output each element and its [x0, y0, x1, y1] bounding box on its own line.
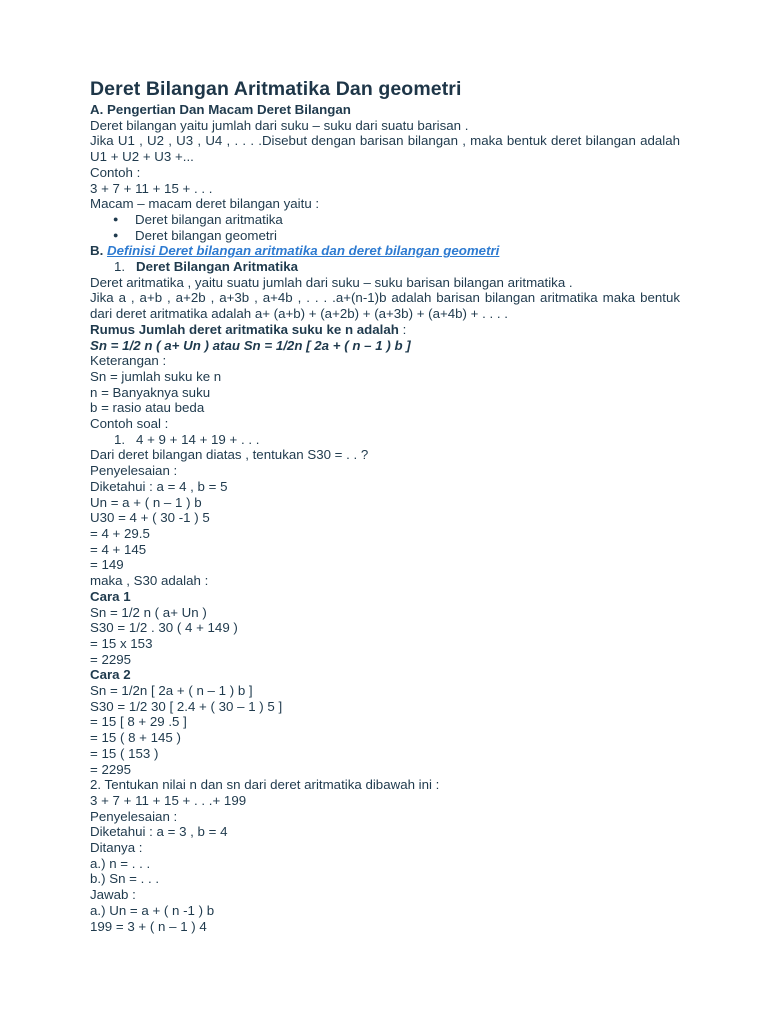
item-number: 1. — [114, 259, 126, 275]
paragraph: a.) Un = a + ( n -1 ) b — [90, 902, 215, 918]
paragraph: Jawab : — [90, 887, 136, 903]
list-item — [90, 228, 680, 244]
list-item-label: Deret bilangan geometri — [135, 227, 277, 243]
paragraph: Sn = 1/2n [ 2a + ( n – 1 ) b ] — [90, 683, 253, 699]
section-b-prefix: B. — [90, 243, 104, 259]
paragraph: Diketahui : a = 4 , b = 5 — [90, 478, 228, 494]
paragraph: Ditanya : — [90, 840, 143, 856]
paragraph: 3 + 7 + 11 + 15 + . . .+ 199 — [90, 792, 247, 808]
paragraph: Sn = jumlah suku ke n — [90, 368, 222, 384]
item-number: 1. — [114, 431, 126, 447]
paragraph: 3 + 7 + 11 + 15 + . . . — [90, 180, 213, 196]
paragraph: = 15 [ 8 + 29 .5 ] — [90, 714, 187, 730]
section-a-heading: A. Pengertian Dan Macam Deret Bilangan — [90, 102, 351, 117]
paragraph: U30 = 4 + ( 30 -1 ) 5 — [90, 510, 210, 526]
numbered-item — [90, 432, 680, 448]
cara-2-heading: Cara 2 — [90, 667, 131, 683]
section-b-heading — [90, 243, 680, 259]
paragraph: Contoh soal : — [90, 416, 169, 432]
paragraph: a.) n = . . . — [90, 855, 151, 871]
paragraph: Contoh : — [90, 164, 141, 180]
paragraph: = 15 ( 8 + 145 ) — [90, 730, 181, 746]
paragraph: = 15 x 153 — [90, 635, 153, 651]
paragraph: 2. Tentukan nilai n dan sn dari deret aritmatika dibawah ini : — [90, 777, 440, 793]
paragraph: = 149 — [90, 557, 124, 573]
cara-1-heading: Cara 1 — [90, 588, 131, 604]
paragraph: Deret aritmatika , yaitu suatu jumlah dari suku – suku barisan bilangan aritmatika . — [90, 274, 573, 290]
list-item — [90, 212, 680, 228]
paragraph: Macam – macam deret bilangan yaitu : — [90, 196, 320, 212]
item-label: Deret Bilangan Aritmatika — [136, 259, 299, 275]
paragraph: n = Banyaknya suku — [90, 384, 211, 400]
paragraph: Keterangan : — [90, 353, 167, 369]
paragraph: b = rasio atau beda — [90, 400, 205, 416]
bullet-icon: ● — [113, 229, 119, 240]
paragraph: S30 = 1/2 . 30 ( 4 + 149 ) — [90, 620, 238, 636]
paragraph: Jika U1 , U2 , U3 , U4 , . . . .Disebut dengan barisan bilangan , maka bentuk deret bilangan adalah U1 + U2 + U3 +... — [90, 133, 680, 165]
paragraph: Deret bilangan yaitu jumlah dari suku – suku dari suatu barisan . — [90, 117, 469, 133]
bullet-icon: ● — [113, 213, 119, 224]
numbered-item — [90, 259, 680, 275]
paragraph: Penyelesaian : — [90, 808, 178, 824]
rumus-label: Rumus Jumlah deret aritmatika suku ke n adalah — [90, 321, 399, 337]
paragraph: = 4 + 29.5 — [90, 525, 150, 541]
paragraph: Jika a , a+b , a+2b , a+3b , a+4b , . . . .a+(n-1)b adalah barisan bilangan aritmatika maka bentuk dari deret aritmatika adalah a+ (a+b) + (a+2b) + (a+3b) + (a+4b) + . . . . — [90, 290, 680, 322]
formula: Sn = 1/2 n ( a+ Un ) atau Sn = 1/2n [ 2a + ( n – 1 ) b ] — [90, 337, 411, 353]
item-label: 4 + 9 + 14 + 19 + . . . — [136, 431, 260, 447]
list-item-label: Deret bilangan aritmatika — [135, 211, 283, 227]
paragraph: = 4 + 145 — [90, 541, 147, 557]
section-b-link[interactable]: Definisi Deret bilangan aritmatika dan deret bilangan geometri — [107, 243, 500, 259]
paragraph: maka , S30 adalah : — [90, 573, 209, 589]
paragraph: 199 = 3 + ( n – 1 ) 4 — [90, 918, 207, 934]
rumus-colon: : — [398, 321, 407, 337]
paragraph: Un = a + ( n – 1 ) b — [90, 494, 202, 510]
paragraph: = 2295 — [90, 651, 132, 667]
paragraph: Penyelesaian : — [90, 463, 178, 479]
paragraph: Diketahui : a = 3 , b = 4 — [90, 824, 228, 840]
paragraph: b.) Sn = . . . — [90, 871, 160, 887]
paragraph: S30 = 1/2 30 [ 2.4 + ( 30 – 1 ) 5 ] — [90, 698, 283, 714]
paragraph: = 2295 — [90, 761, 132, 777]
rumus-line — [90, 322, 680, 338]
page-title: Deret Bilangan Aritmatika Dan geometri — [90, 78, 462, 100]
paragraph: Sn = 1/2 n ( a+ Un ) — [90, 604, 207, 620]
paragraph: Dari deret bilangan diatas , tentukan S30 = . . ? — [90, 447, 369, 463]
paragraph: = 15 ( 153 ) — [90, 745, 159, 761]
document-page — [90, 76, 680, 934]
